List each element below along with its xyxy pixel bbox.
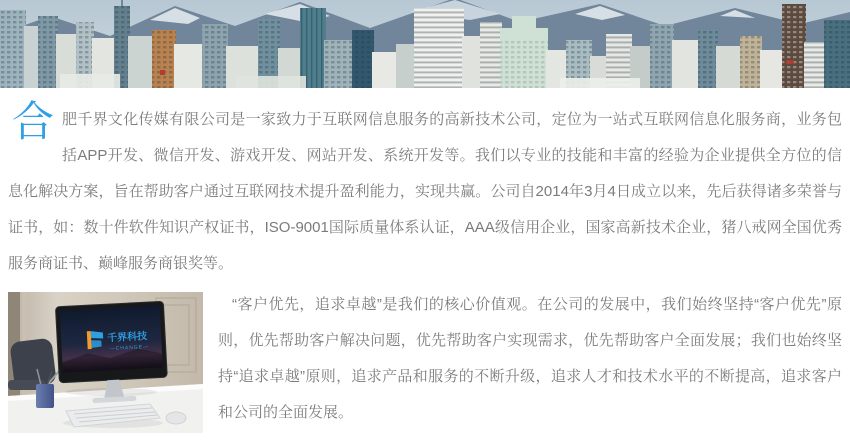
monitor-logo-text: 千界科技 — [106, 331, 148, 345]
company-intro-text: 肥千界文化传媒有限公司是一家致力于互联网信息服务的高新技术公司，定位为一站式互联网信息化服务商，业务包括APP开发、微信开发、游戏开发、网站开发、系统开发等。我们以专业的技能和丰富的经验为企业提供全方位的信息化解决方案，旨在帮助客户通过互联网技术提升盈利能力，实现共赢。公司自2014年3月4日成立以来，先后获得诸多荣誉与证书，如：数十件软件知识产权证书，ISO-9001国际质量体系认证，AAA级信用企业，国家高新技术企业，猪八戒网全国优秀服务商证书、巅峰服务商银奖等。 — [8, 111, 842, 272]
company-intro-paragraph — [8, 98, 842, 282]
values-section — [8, 292, 842, 446]
city-skyline-photo — [0, 0, 850, 88]
mouse — [166, 412, 186, 424]
office-desk-photo — [8, 292, 203, 433]
monitor-logo-subtext: —CHANGE— — [109, 344, 150, 353]
core-values-paragraph: “客户优先，追求卓越”是我们的核心价值观。在公司的发展中，我们始终坚持“客户优先”原则，优先帮助客户解决问题，优先帮助客户实现需求，优先帮助客户全面发展；我们也始终坚持“追求卓越”原则，追求产品和服务的不断升级，追求人才和技术水平的不断提高，追求客户和公司的全面发展。 — [218, 296, 842, 421]
dropcap-letter: 合 — [12, 98, 55, 145]
